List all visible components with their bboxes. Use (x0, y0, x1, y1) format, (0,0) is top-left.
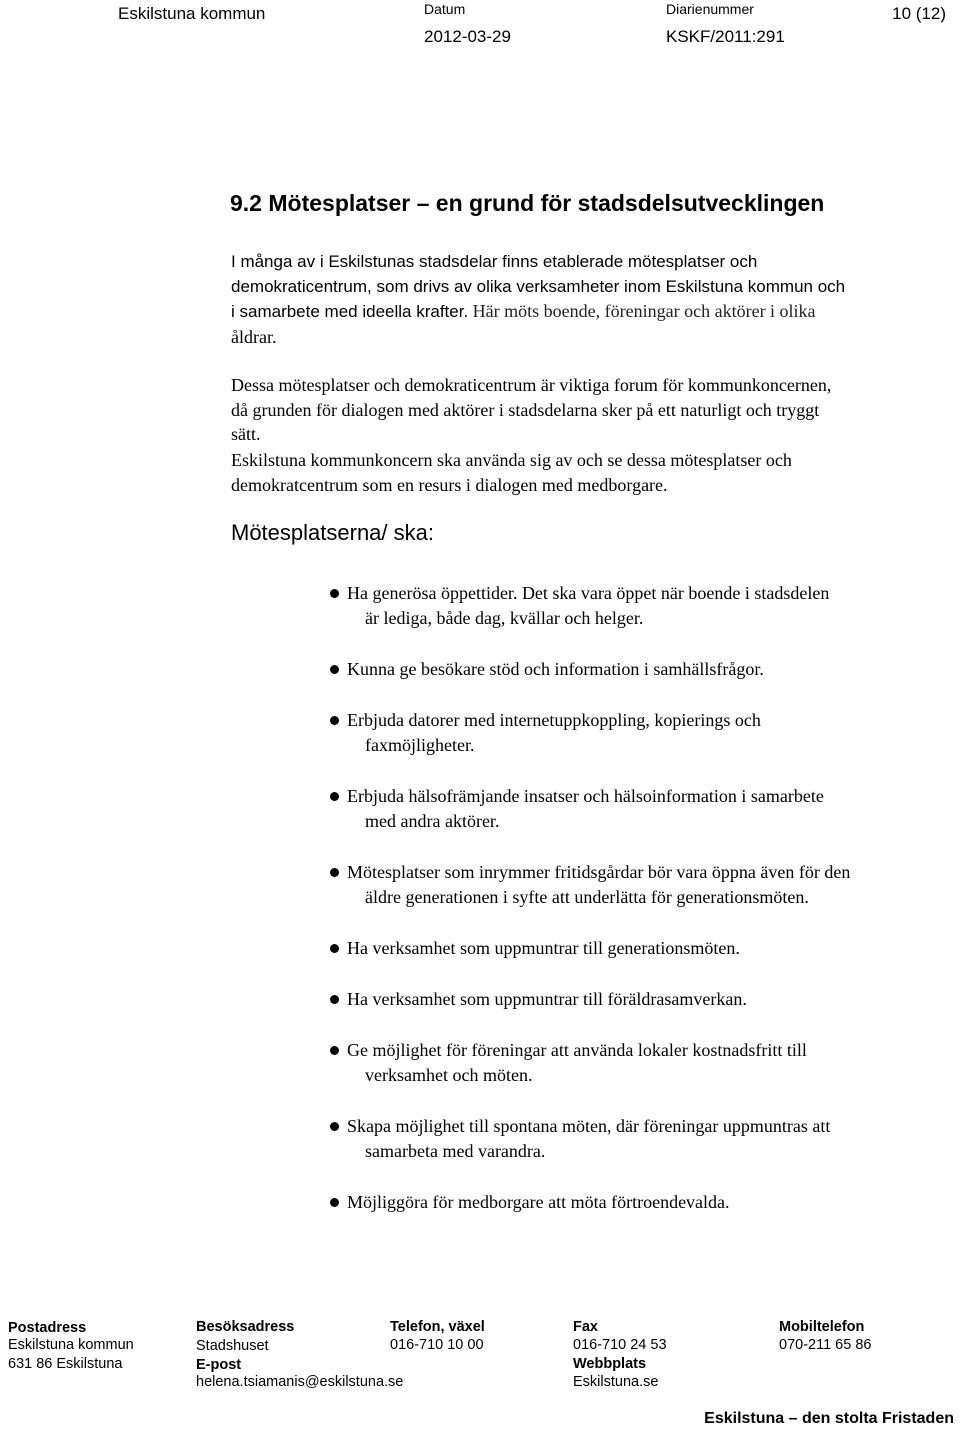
header-page-number: 10 (12) (892, 4, 946, 23)
bullet-icon (330, 1122, 339, 1131)
header-ref-label: Diarienummer (666, 1, 754, 17)
bullet-icon (330, 995, 339, 1004)
list-item-line1: Ha verksamhet som uppmuntrar till föräldrasamverkan. (347, 989, 747, 1009)
forum-paragraph (231, 373, 951, 447)
bullet-icon (330, 1046, 339, 1055)
list-item-line1: Ge möjlighet för föreningar att använda lokaler kostnadsfritt till (347, 1040, 807, 1060)
list-item-line2: med andra aktörer. (365, 811, 500, 831)
footer-visit-value: Stadshuset (196, 1338, 269, 1354)
paragraph-fragment: Här möts boende, föreningar och aktörer i olika (468, 301, 816, 321)
list-item-line1: Skapa möjlighet till spontana möten, där föreningar uppmuntras att (347, 1116, 831, 1136)
footer-phone-value: 016-710 10 00 (390, 1337, 484, 1353)
list-item-line2: faxmöjligheter. (365, 735, 475, 755)
paragraph-line: demokratcentrum som en resurs i dialogen med medborgare. (231, 474, 668, 495)
list-item-line1: Ha generösa öppettider. Det ska vara öppet när boende i stadsdelen (347, 583, 830, 603)
list-item-line1: Ha verksamhet som uppmuntrar till generationsmöten. (347, 938, 740, 958)
footer-postal-label: Postadress (8, 1320, 87, 1336)
paragraph-fragment: i samarbete med ideella krafter. (231, 302, 469, 321)
paragraph-line: Dessa mötesplatser och demokraticentrum är viktiga forum för kommunkoncernen, (231, 375, 832, 395)
paragraph-line (231, 299, 951, 325)
list-item-line1: Kunna ge besökare stöd och information i samhällsfrågor. (347, 659, 764, 679)
footer-web-link[interactable]: Eskilstuna.se (573, 1374, 659, 1390)
header-date-value: 2012-03-29 (424, 27, 511, 46)
bullet-icon (330, 944, 339, 953)
footer-visit-label: Besöksadress (196, 1319, 295, 1335)
list-item-line1: Mötesplatser som inrymmer fritidsgårdar bör vara öppna även för den (347, 862, 851, 882)
bullet-icon (330, 792, 339, 801)
footer-phone-label: Telefon, växel (390, 1319, 485, 1335)
header-organization: Eskilstuna kommun (118, 4, 266, 23)
footer-postal-line1: Eskilstuna kommun (8, 1337, 134, 1353)
footer-web-label: Webbplats (573, 1356, 647, 1372)
bullet-icon (330, 589, 339, 598)
header-date-label: Datum (424, 1, 466, 17)
list-item-line2: äldre generationen i syfte att underlätta för generationsmöten. (365, 887, 809, 907)
bullet-icon (330, 868, 339, 877)
footer-postal-line2: 631 86 Eskilstuna (8, 1356, 123, 1372)
intro-paragraph (231, 250, 951, 349)
list-item-line1: Erbjuda datorer med internetuppkoppling, kopierings och (347, 710, 761, 730)
bullet-icon (330, 716, 339, 725)
bullet-icon (330, 1198, 339, 1207)
list-item-line1: Erbjuda hälsofrämjande insatser och hälsoinformation i samarbete (347, 786, 824, 806)
footer-mobile-value: 070-211 65 86 (779, 1337, 872, 1353)
section-title: 9.2 Mötesplatser – en grund för stadsdelsutvecklingen (230, 190, 825, 216)
list-item-line1: Möjliggöra för medborgare att möta förtroendevalda. (347, 1192, 730, 1212)
paragraph-line: då grunden för dialogen med aktörer i stadsdelarna sker på ett naturligt och tryggt (231, 399, 820, 420)
footer-mobile-label: Mobiltelefon (779, 1319, 865, 1335)
paragraph-line: I många av i Eskilstunas stadsdelar finns etablerade mötesplatser och (231, 252, 758, 271)
resource-paragraph (231, 448, 951, 497)
paragraph-line: demokraticentrum, som drivs av olika verksamheter inom Eskilstuna kommun och (231, 276, 846, 296)
paragraph-line: Eskilstuna kommunkoncern ska använda sig av och se dessa mötesplatser och (231, 450, 792, 470)
footer-fax-label: Fax (573, 1319, 598, 1335)
bullet-icon (330, 665, 339, 674)
footer-email-label: E-post (196, 1357, 242, 1373)
list-item-line2: verksamhet och möten. (365, 1065, 533, 1085)
list-item-line2: är lediga, både dag, kvällar och helger. (365, 608, 644, 628)
list-item-line2: samarbeta med varandra. (365, 1141, 546, 1161)
subheading: Mötesplatserna/ ska: (231, 520, 434, 545)
footer-tagline: Eskilstuna – den stolta Fristaden (704, 1410, 954, 1427)
header-ref-value: KSKF/2011:291 (666, 27, 785, 46)
paragraph-line: åldrar. (231, 326, 277, 347)
paragraph-line: sätt. (231, 424, 261, 444)
footer-email-link[interactable]: helena.tsiamanis@eskilstuna.se (196, 1374, 404, 1390)
footer-fax-value: 016-710 24 53 (573, 1337, 667, 1353)
